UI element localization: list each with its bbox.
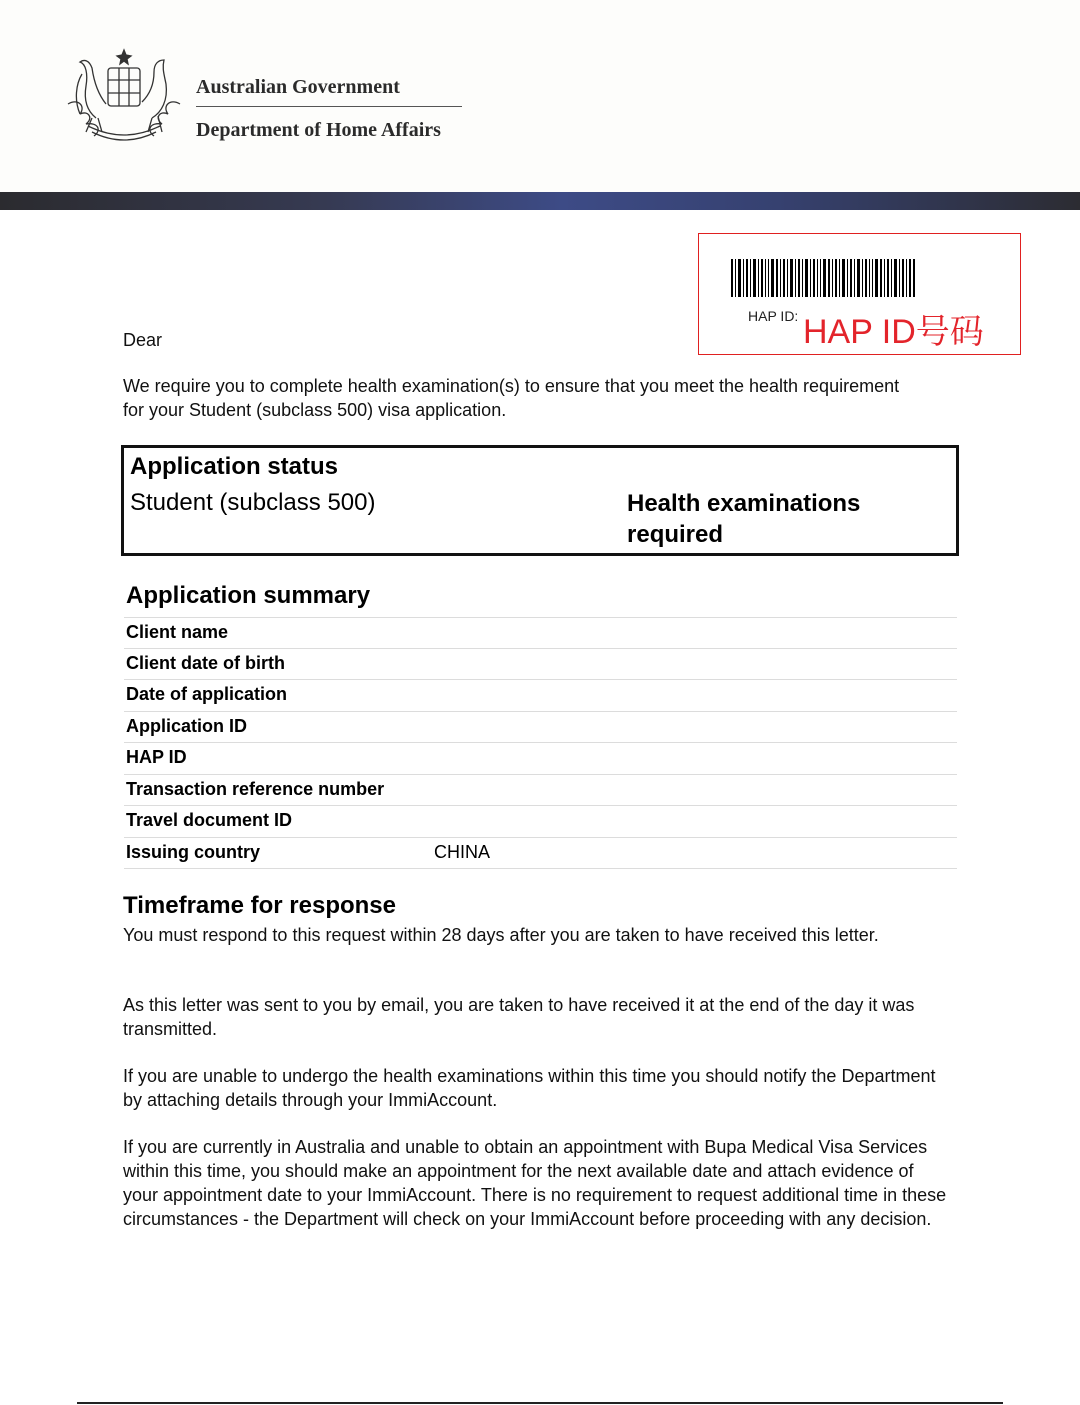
status-heading: Application status <box>130 453 339 480</box>
footer-divider <box>77 1402 1003 1404</box>
application-status-box <box>121 445 959 556</box>
table-row <box>124 806 957 838</box>
summary-table <box>124 617 957 869</box>
row-label: Client date of birth <box>126 652 285 673</box>
row-label: Issuing country <box>126 841 261 862</box>
timeframe-paragraph: If you are currently in Australia and unable to obtain an appointment with Bupa Medical Visa Services within this time, you should make an appointment for the next available date and attach evidence of your appointment date to your ImmiAccount. There is no requirement to request additional time in these circumstances - the Department will check on your ImmiAccount before proceeding with any decision. <box>123 1137 947 1229</box>
row-label: HAP ID <box>126 747 187 767</box>
table-row <box>124 680 957 712</box>
department-name: Department of Home Affairs <box>196 119 441 141</box>
row-label: Transaction reference number <box>126 778 385 799</box>
summary-heading: Application summary <box>126 582 371 609</box>
visa-subclass: Student (subclass 500) <box>130 489 376 516</box>
table-row <box>124 838 957 870</box>
table-row <box>124 743 957 775</box>
row-label: Application ID <box>126 715 247 736</box>
table-row <box>124 649 957 681</box>
table-row <box>124 775 957 807</box>
row-label: Travel document ID <box>126 810 293 830</box>
hap-id-annotation: HAP ID号码 <box>803 313 984 351</box>
hap-id-label: HAP ID: <box>748 308 799 324</box>
header-divider <box>196 106 462 107</box>
greeting: Dear <box>123 330 163 350</box>
header-band <box>0 192 1080 210</box>
coat-of-arms-icon <box>58 44 190 144</box>
table-row <box>124 712 957 744</box>
barcode-icon <box>731 259 915 297</box>
row-label: Date of application <box>126 684 288 704</box>
intro-paragraph: We require you to complete health examination(s) to ensure that you meet the health requirement for your Student (subclass 500) visa application. <box>123 376 900 420</box>
table-row <box>124 617 957 649</box>
row-value: CHINA <box>434 841 491 862</box>
status-outcome: Health examinations required <box>627 490 861 548</box>
timeframe-heading: Timeframe for response <box>123 892 396 919</box>
timeframe-paragraph: As this letter was sent to you by email, you are taken to have received it at the end of the day it was transmitted. <box>123 995 915 1039</box>
government-name: Australian Government <box>196 76 400 98</box>
letterhead <box>0 0 1080 192</box>
hap-id-box <box>698 233 1021 355</box>
row-label: Client name <box>126 622 229 642</box>
timeframe-paragraph: You must respond to this request within 28 days after you are taken to have received this letter. <box>123 925 879 945</box>
timeframe-paragraph: If you are unable to undergo the health examinations within this time you should notify the Department by attaching details through your ImmiAccount. <box>123 1066 936 1110</box>
